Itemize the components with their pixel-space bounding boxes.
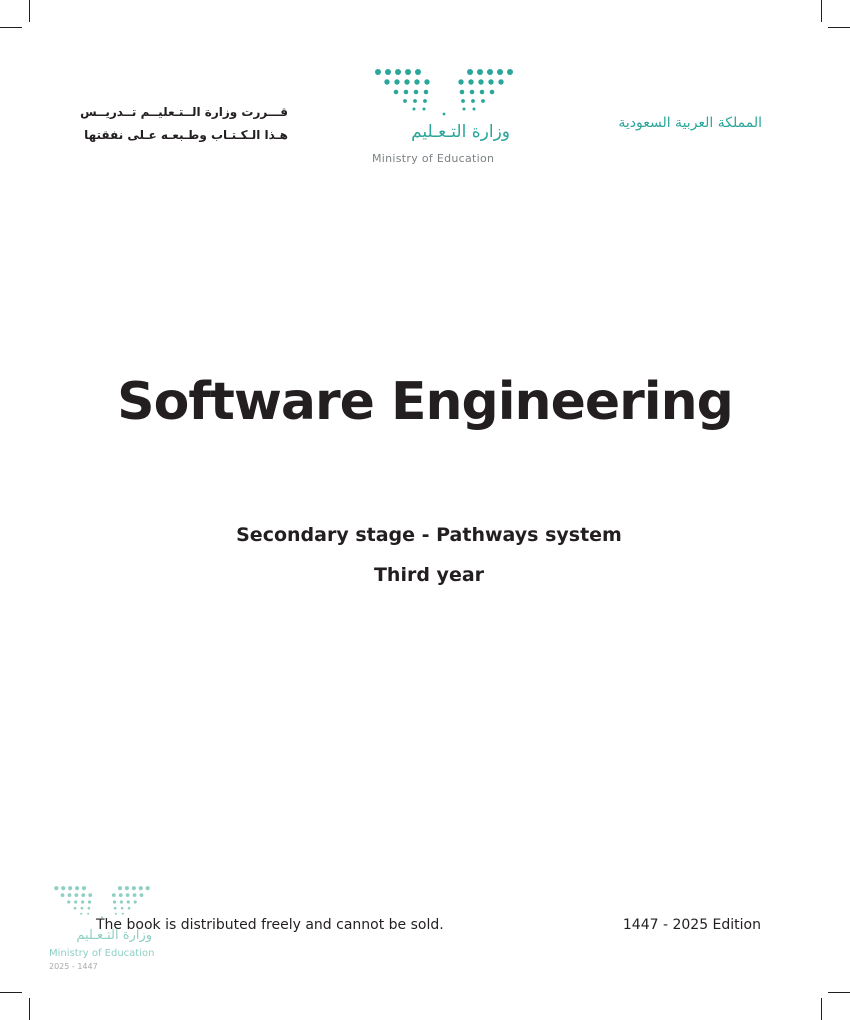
logo-dot <box>415 69 421 75</box>
logo-dot <box>478 79 483 84</box>
logo-dot <box>405 69 411 75</box>
logo-dot <box>75 893 79 897</box>
book-year: Third year <box>373 564 485 586</box>
logo-dot <box>133 893 137 897</box>
logo-dot <box>61 893 65 897</box>
logo-dot <box>403 99 407 103</box>
edition-label: 1447 - 2025 Edition <box>622 917 761 933</box>
logo-dot <box>498 79 503 84</box>
logo-dot <box>463 108 466 111</box>
footer-logo-year: 2025 - 1447 <box>49 962 98 971</box>
logo-dot <box>82 886 86 890</box>
logo-dot <box>68 886 72 890</box>
crop-mark <box>0 992 22 993</box>
logo-dot <box>467 69 473 75</box>
logo-dot <box>81 907 84 910</box>
logo-dot <box>497 69 503 75</box>
logo-dot <box>81 893 85 897</box>
logo-dot <box>125 886 129 890</box>
logo-dot <box>75 886 79 890</box>
footer-dots-icon <box>50 884 154 920</box>
logo-dot <box>424 79 429 84</box>
logo-dot <box>54 886 58 890</box>
logo-dot <box>88 893 92 897</box>
logo-dot <box>113 900 116 903</box>
crop-mark <box>0 27 22 28</box>
logo-dot <box>488 79 493 84</box>
logo-dot <box>68 893 72 897</box>
crop-mark <box>821 998 822 1020</box>
logo-dot <box>477 69 483 75</box>
distribution-notice: The book is distributed freely and cannot be sold. <box>96 917 444 933</box>
book-subtitle: Secondary stage - Pathways system <box>236 524 622 546</box>
logo-dot <box>118 886 122 890</box>
logo-dot <box>423 99 427 103</box>
logo-dot <box>120 900 123 903</box>
logo-dot <box>480 90 485 95</box>
logo-dot <box>122 913 124 915</box>
logo-dot <box>87 913 89 915</box>
logo-dot <box>74 900 77 903</box>
logo-dot <box>473 108 476 111</box>
logo-dot <box>80 913 82 915</box>
logo-dot <box>423 108 426 111</box>
logo-dot <box>114 907 117 910</box>
approval-line: هـذا الـكـتـاب وطـبعـه عـلى نفقتها <box>84 128 288 142</box>
logo-dot <box>385 69 391 75</box>
logo-dot <box>88 907 91 910</box>
logo-dot <box>115 913 117 915</box>
logo-dot <box>126 893 130 897</box>
logo-dot <box>460 90 465 95</box>
crop-mark <box>29 0 30 22</box>
logo-dot <box>471 99 475 103</box>
logo-dot <box>81 900 84 903</box>
logo-dot <box>470 90 475 95</box>
logo-dot <box>404 79 409 84</box>
logo-dot <box>88 900 91 903</box>
crop-mark <box>821 0 822 22</box>
footer-logo-english: Ministry of Education <box>49 948 155 959</box>
kingdom-name: المملكة العربية السعودية <box>618 115 762 131</box>
logo-dot <box>132 886 136 890</box>
logo-dot <box>468 79 473 84</box>
logo-dot <box>139 886 143 890</box>
logo-dot <box>458 79 463 84</box>
ministry-logo <box>362 66 522 172</box>
logo-dot <box>394 90 399 95</box>
logo-dot <box>424 90 429 95</box>
ministry-arabic-name: وزارة التـعـليم <box>411 122 510 142</box>
logo-dot <box>375 69 381 75</box>
ministry-dots-icon <box>374 66 514 118</box>
book-title: Software Engineering <box>117 372 733 432</box>
logo-dot <box>67 900 70 903</box>
logo-dot <box>134 900 137 903</box>
logo-dot <box>127 900 130 903</box>
logo-dot <box>384 79 389 84</box>
logo-dot <box>146 886 150 890</box>
logo-dot <box>461 99 465 103</box>
logo-dot <box>112 893 116 897</box>
logo-dot <box>490 90 495 95</box>
logo-dot <box>140 893 144 897</box>
logo-dot <box>61 886 65 890</box>
logo-dot <box>414 90 419 95</box>
logo-dot <box>395 69 401 75</box>
approval-line: قـــررت وزارة الــتـعليــم تــدريــس <box>80 105 288 119</box>
approval-statement <box>70 101 288 147</box>
crop-mark <box>828 992 850 993</box>
logo-dot <box>128 907 131 910</box>
logo-dot <box>507 69 513 75</box>
logo-dot <box>394 79 399 84</box>
logo-dot <box>74 907 77 910</box>
crop-mark <box>29 998 30 1020</box>
logo-dot <box>413 108 416 111</box>
logo-dot <box>413 99 417 103</box>
logo-dot <box>119 893 123 897</box>
logo-dot <box>487 69 493 75</box>
logo-dot <box>414 79 419 84</box>
ministry-english-name: Ministry of Education <box>372 152 495 165</box>
logo-dot <box>121 907 124 910</box>
footer-logo-arabic: وزارة التـعـليم <box>76 928 152 943</box>
logo-dot <box>443 113 446 116</box>
logo-dot <box>481 99 485 103</box>
logo-dot <box>404 90 409 95</box>
crop-mark <box>828 27 850 28</box>
